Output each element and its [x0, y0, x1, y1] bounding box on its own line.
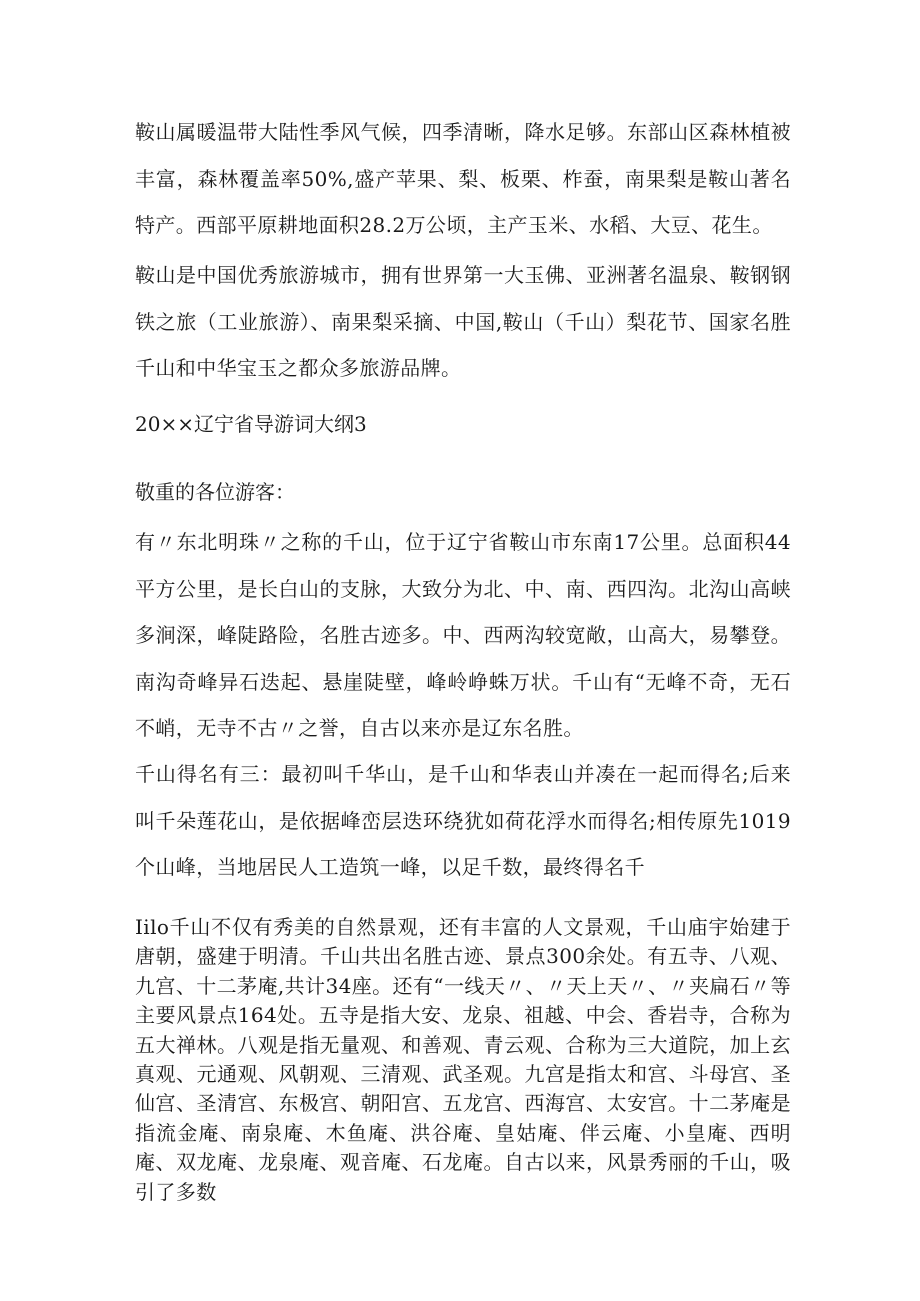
paragraph-qianshan-intro: 有〃东北明珠〃之称的千山，位于辽宁省鞍山市东南17公里。总面积44平方公里，是长白山的支脉，大致分为北、中、南、西四沟。北沟山高峡多涧深，峰陡路险，名胜古迹多。中、西两沟较宽敞，山高大，易攀登。南沟奇峰异石迭起、悬崖陡壁，峰岭峥蛛万状。千山有“无峰不奇，无石不峭，无寺不古〃之誉，自古以来亦是辽东名胜。 — [135, 530, 791, 740]
paragraph-name-origin: 千山得名有三：最初叫千华山，是千山和华表山并凑在一起而得名;后来叫千朵莲花山，是依据峰峦层迭环绕犹如荷花浮水而得名;相传原先1019个山峰，当地居民人工造筑一峰，以足千数，最终得名千 — [135, 762, 791, 879]
greeting: 敬重的各位游客： — [135, 480, 295, 504]
section-heading: 20××辽宁省导游词大纲3 — [135, 412, 367, 436]
paragraph-climate: 鞍山属暖温带大陆性季风气候，四季清晰，降水足够。东部山区森林植被丰富，森林覆盖率50%,盛产苹果、梨、板栗、柞蚕，南果梨是鞍山著名特产。西部平原耕地面积28.2万公顷，主产玉米、水稻、大豆、花生。 — [135, 120, 791, 237]
paragraph-culture: Iilo千山不仅有秀美的自然景观，还有丰富的人文景观，千山庙宇始建于唐朝，盛建于明清。千山共出名胜古迹、景点300余处。有五寺、八观、九宫、十二茅庵,共计34座。还有“一线天〃、〃天上天〃、〃夹扁石〃等主要风景点164处。五寺是指大安、龙泉、祖越、中会、香岩寺，合称为五大禅林。八观是指无量观、和善观、青云观、合称为三大道院，加上玄真观、元通观、风朝观、三清观、武圣观。九宫是指太和宫、斗母宫、圣仙宫、圣清宫、东极宫、朝阳宫、五龙宫、西海宫、太安宫。十二茅庵是指流金庵、南泉庵、木鱼庵、洪谷庵、皇姑庵、伴云庵、小皇庵、西明庵、双龙庵、龙泉庵、观音庵、石龙庵。自古以来，风景秀丽的千山，吸引了多数 — [135, 915, 791, 1204]
paragraph-tourism: 鞍山是中国优秀旅游城市，拥有世界第一大玉佛、亚洲著名温泉、鞍钢钢铁之旅（工业旅游）、南果梨采摘、中国,鞍山（千山）梨花节、国家名胜千山和中华宝玉之都众多旅游品牌。 — [135, 263, 791, 380]
